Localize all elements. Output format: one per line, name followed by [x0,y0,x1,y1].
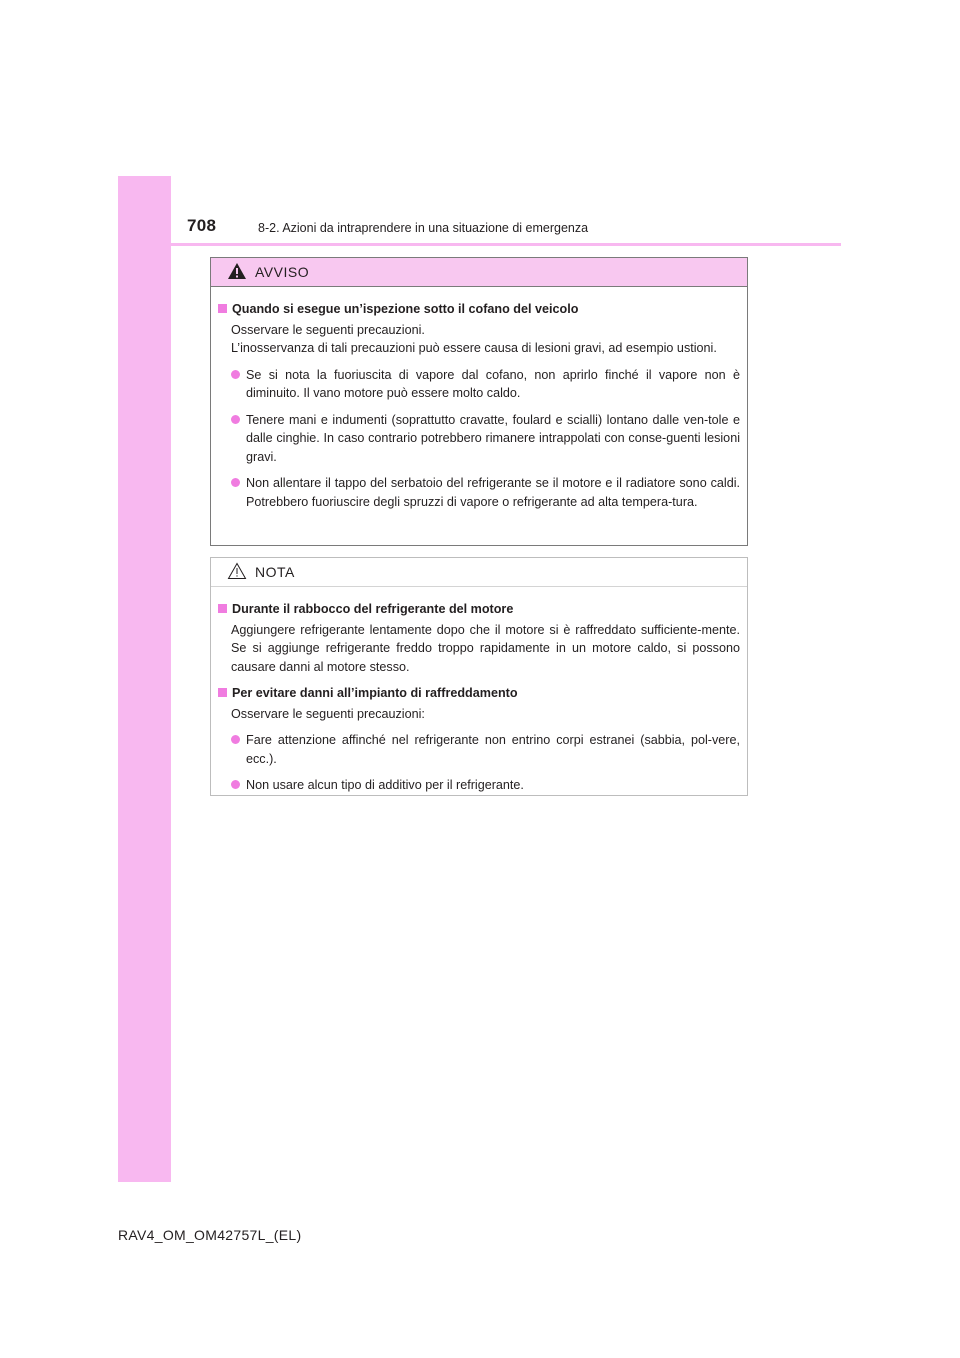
page-number: 708 [187,216,217,235]
note-box [210,557,748,796]
note-bullet [231,731,740,768]
caution-triangle-outline-icon [227,562,247,580]
warning-heading-text: Quando si esegue un’ispezione sotto il cofano del veicolo [232,302,579,316]
document-code: RAV4_OM_OM42757L_(EL) [118,1227,302,1243]
warning-bullet [231,366,740,403]
warning-triangle-icon [227,262,247,280]
warning-box [210,257,748,546]
warning-label: AVVISO [255,264,310,280]
header-rule [118,243,841,246]
chapter-side-band [118,176,171,1182]
round-bullet-icon [231,780,240,789]
square-bullet-icon [218,304,227,313]
note-text-2: Osservare le seguenti precauzioni: [231,706,425,721]
round-bullet-icon [231,478,240,487]
note-body [211,587,747,795]
warning-bullet [231,474,740,511]
note-text-1: Aggiungere refrigerante lentamente dopo che il motore si è raffreddato sufficiente-mente. Se si aggiunge refrigerante freddo troppo rapidamente in un motore caldo, si possono causare danni al motore stesso. [231,622,740,674]
note-heading-1 [218,600,740,619]
warning-intro-1: Osservare le seguenti precauzioni. [231,322,425,337]
warning-heading [218,300,740,319]
note-bullet [231,776,740,795]
warning-body [211,287,747,511]
section-title: 8-2. Azioni da intraprendere in una situazione di emergenza [258,221,589,235]
warning-bullet-text: Tenere mani e indumenti (soprattutto cravatte, foulard e scialli) lontano dalle ven-tole e dalle cinghie. In caso contrario potrebbero rimanere intrappolati con conse-guenti lesioni gravi. [246,412,740,464]
warning-bullet-text: Se si nota la fuoriuscita di vapore dal cofano, non aprirlo finché il vapore non è diminuito. Il vano motore può essere molto caldo. [246,367,740,400]
warning-box-header [211,258,747,287]
round-bullet-icon [231,415,240,424]
warning-intro-2: L’inosservanza di tali precauzioni può essere causa di lesioni gravi, ad esempio ustioni. [231,341,717,355]
square-bullet-icon [218,688,227,697]
round-bullet-icon [231,735,240,744]
note-heading-2 [218,684,740,703]
square-bullet-icon [218,604,227,613]
round-bullet-icon [231,370,240,379]
note-heading-1-text: Durante il rabbocco del refrigerante del motore [232,602,514,616]
note-bullet-text: Non usare alcun tipo di additivo per il refrigerante. [246,778,524,792]
warning-bullet-text: Non allentare il tappo del serbatoio del refrigerante se il motore e il radiatore sono caldi. Potrebbero fuoriuscire degli spruzzi di vapore o refrigerante ad alta tempera-tura. [246,476,740,509]
note-label: NOTA [255,564,295,580]
note-box-header [211,558,747,587]
warning-bullet [231,411,740,467]
note-bullet-text: Fare attenzione affinché nel refrigerante non entrino corpi estranei (sabbia, pol-vere, ecc.). [246,733,740,766]
note-heading-2-text: Per evitare danni all’impianto di raffreddamento [232,686,518,700]
